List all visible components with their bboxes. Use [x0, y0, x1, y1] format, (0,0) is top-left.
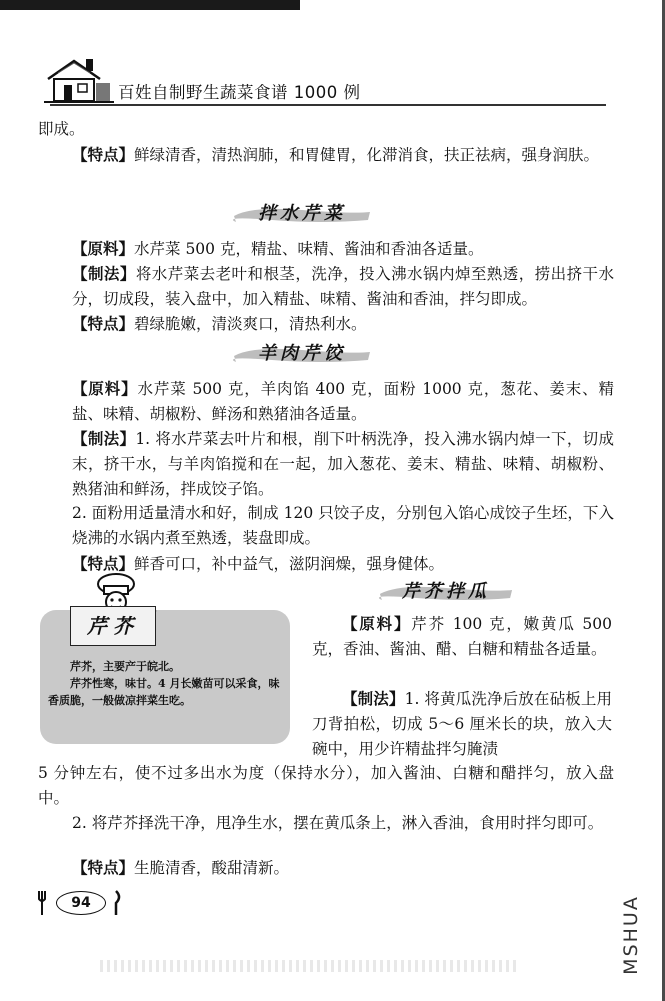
callout-line-1: 芹芥，主要产于皖北。: [70, 660, 180, 673]
feature-text: 鲜香可口，补中益气，滋阴润燥，强身健体。: [134, 555, 445, 573]
page-number-badge: [36, 885, 126, 921]
feature-label: 【特点】: [72, 314, 135, 333]
recipe-4-ingredients: [312, 611, 612, 662]
herb-name-sign: [70, 606, 156, 646]
recipe-2-ingredients: [38, 236, 614, 262]
recipe-title-2: [232, 198, 372, 230]
feature-label: 【特点】: [72, 145, 135, 164]
ingredients-text: 水芹菜 500 克，羊肉馅 400 克，面粉 1000 克，葱花、姜末、精盐、味精、胡椒粉、鲜汤和熟猪油各适量。: [72, 380, 614, 423]
ingredients-label: 【原料】: [342, 614, 412, 633]
callout-line-2: 芹芥性寒，味甘。4 月长嫩苗可以采食，味香质脆，一般做凉拌菜生吃。: [48, 677, 280, 707]
book-title: 百姓自制野生蔬菜食谱 1000 例: [118, 83, 361, 102]
top-edge-bar-shade: [240, 0, 300, 10]
recipe-2-method: [38, 261, 614, 312]
recipe-3-ingredients: [38, 376, 614, 427]
prev-recipe-feature: [38, 142, 614, 168]
recipe-2-feature: [38, 311, 614, 337]
feature-text: 生脆清香，酸甜清新。: [134, 859, 290, 877]
feature-text: 碧绿脆嫩，清淡爽口，清热利水。: [134, 315, 367, 333]
method-text: 将水芹菜去老叶和根茎，洗净，投入沸水锅内焯至熟透，捞出挤干水分，切成段，装入盘中，加入精盐、味精、酱油和香油，拌匀即成。: [72, 265, 614, 308]
recipe-title-text: 拌水芹菜: [258, 203, 346, 224]
ingredients-text: 水芹菜 500 克，精盐、味精、酱油和香油各适量。: [134, 240, 484, 258]
feature-text: 鲜绿清香，清热润肺，和胃健胃，化滞消食，扶正祛病，强身润肤。: [134, 146, 600, 164]
watermark: [619, 880, 659, 990]
recipe-4-method-1b: 5 分钟左右，使不过多出水为度（保持水分），加入酱油、白糖和醋拌匀，放入盘中。: [38, 764, 614, 807]
method-label: 【制法】: [342, 689, 405, 708]
page-number: 94: [56, 891, 106, 915]
method-label: 【制法】: [72, 264, 136, 283]
recipe-title-text: 芹芥拌瓜: [402, 581, 490, 602]
ingredients-label: 【原料】: [72, 239, 135, 258]
recipe-3-method-2: 2. 面粉用适量清水和好，制成 120 只饺子皮，分别包入馅心成饺子生坯，下入烧沸的水锅内煮至熟透，装盘即成。: [72, 504, 614, 547]
page-header: [44, 55, 604, 107]
recipe-4-method-2: 2. 将芹芥择洗干净，甩净生水，摆在黄瓜条上，淋入香油，食用时拌匀即可。: [72, 814, 604, 832]
feature-label: 【特点】: [72, 858, 135, 877]
method-text: 1. 将黄瓜洗净后放在砧板上用刀背拍松，切成 5～6 厘米长的块，放入大碗中，用少许精盐拌匀腌渍: [312, 690, 612, 758]
recipe-title-4: [378, 576, 514, 608]
recipe-title-3: [232, 338, 372, 370]
ingredients-label: 【原料】: [72, 379, 138, 398]
recipe-4-method-1a: [312, 686, 612, 762]
method-text: 1. 将水芹菜去叶片和根，削下叶柄洗净，投入沸水锅内焯一下，切成末，挤干水，与羊肉馅搅和在一起，加入葱花、姜末、精盐、味精、胡椒粉、熟猪油和鲜汤，拌成饺子馅。: [72, 430, 614, 498]
recipe-4-feature: [38, 855, 614, 881]
herb-name: 芹芥: [87, 614, 139, 638]
scan-artifact-strip: [100, 960, 520, 972]
watermark-text: MSHUA: [619, 895, 642, 975]
prev-recipe-ending: 即成。: [38, 120, 85, 138]
recipe-3-method-1: [38, 426, 614, 502]
header-rule: [50, 104, 606, 106]
callout-text: [48, 658, 284, 709]
house-icon: [44, 55, 114, 105]
ingredients-text: 芹芥 100 克，嫩黄瓜 500 克，香油、酱油、醋、白糖和精盐各适量。: [312, 615, 612, 658]
method-label: 【制法】: [72, 429, 136, 448]
recipe-title-text: 羊肉芹饺: [258, 343, 346, 364]
feature-label: 【特点】: [72, 554, 135, 573]
